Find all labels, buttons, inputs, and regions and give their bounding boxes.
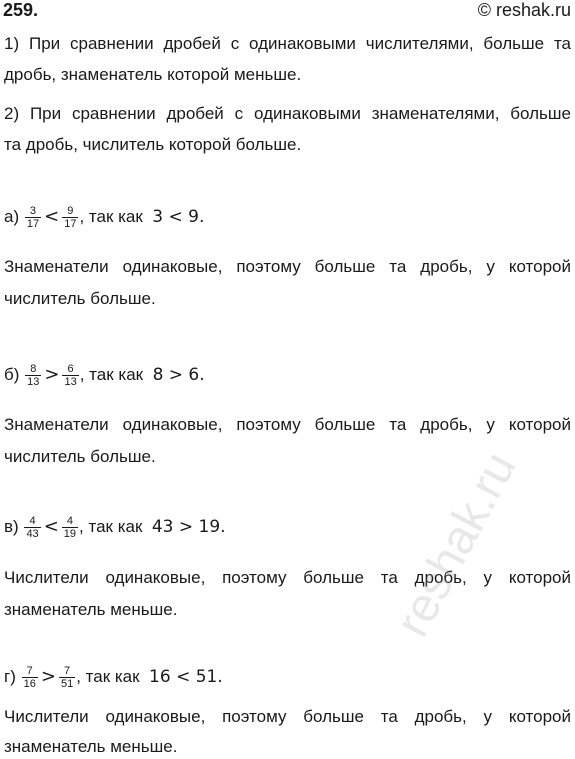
- numerator: 8: [25, 363, 41, 376]
- fraction: [62, 363, 78, 388]
- rule-2-line-2: та дробь, числитель которой больше.: [4, 135, 302, 154]
- rule-1-line-2: дробь, знаменатель которой меньше.: [4, 65, 302, 84]
- numerator: 7: [22, 665, 38, 678]
- comparison: 3 < 9.: [152, 207, 205, 227]
- site-copyright: © reshak.ru: [477, 0, 571, 20]
- rule-1-line-1: 1) При сравнении дробей с одинаковыми числителями, больше та: [4, 34, 571, 53]
- denominator: 17: [26, 218, 40, 231]
- fraction: [22, 665, 38, 690]
- item-g-explanation-1: Числители одинаковые, поэтому больше та дробь, у которой: [4, 707, 571, 726]
- denominator: 13: [64, 376, 77, 389]
- denominator: 13: [27, 376, 40, 389]
- fraction: [62, 205, 78, 230]
- numerator: 4: [24, 515, 40, 528]
- rule-2-line-1: 2) При сравнении дробей с одинаковыми знаменателями, больше: [4, 104, 571, 123]
- fraction: [59, 665, 75, 690]
- because-text: , так как: [79, 517, 143, 536]
- because-text: , так как: [76, 667, 140, 686]
- fraction: [25, 363, 41, 388]
- comparison-sign: >: [40, 666, 56, 687]
- denominator: 17: [64, 218, 77, 231]
- item-b-expression: [4, 363, 571, 388]
- denominator: 51: [60, 678, 74, 691]
- numerator: 6: [62, 363, 78, 376]
- numerator: 3: [25, 205, 41, 218]
- numerator: 4: [62, 515, 78, 528]
- because-text: , так как: [79, 207, 143, 226]
- item-b-explanation-2: числитель больше.: [4, 447, 156, 466]
- item-b-explanation-1: Знаменатели одинаковые, поэтому больше та дробь, у которой: [4, 415, 571, 434]
- item-a-expression: [4, 205, 571, 230]
- fraction: [25, 205, 41, 230]
- comparison-sign: <: [44, 206, 60, 227]
- item-label: в): [4, 517, 19, 536]
- item-a-explanation-1: Знаменатели одинаковые, поэтому больше та дробь, у которой: [4, 257, 571, 276]
- comparison: 8 > 6.: [152, 365, 205, 385]
- comparison: 16 < 51.: [149, 667, 223, 687]
- denominator: 16: [23, 678, 36, 691]
- problem-number: 259.: [3, 0, 39, 20]
- item-label: г): [4, 667, 16, 686]
- item-label: а): [4, 207, 20, 226]
- numerator: 9: [62, 205, 78, 218]
- because-text: , так как: [79, 365, 144, 384]
- item-label: б): [4, 365, 20, 384]
- comparison-sign: >: [44, 364, 60, 385]
- item-a-explanation-2: числитель больше.: [4, 289, 156, 308]
- item-v-explanation-2: знаменатель меньше.: [4, 600, 178, 619]
- item-g-expression: [4, 665, 571, 690]
- denominator: 19: [63, 528, 77, 541]
- fraction: [24, 515, 40, 540]
- denominator: 43: [26, 528, 39, 541]
- comparison: 43 > 19.: [151, 517, 226, 537]
- item-g-explanation-2: знаменатель меньше.: [4, 737, 178, 756]
- fraction: [62, 515, 78, 540]
- numerator: 7: [59, 665, 75, 678]
- watermark: reshak.ru: [385, 443, 527, 646]
- comparison-sign: <: [43, 516, 59, 537]
- item-v-explanation-1: Числители одинаковые, поэтому больше та дробь, у которой: [4, 568, 571, 587]
